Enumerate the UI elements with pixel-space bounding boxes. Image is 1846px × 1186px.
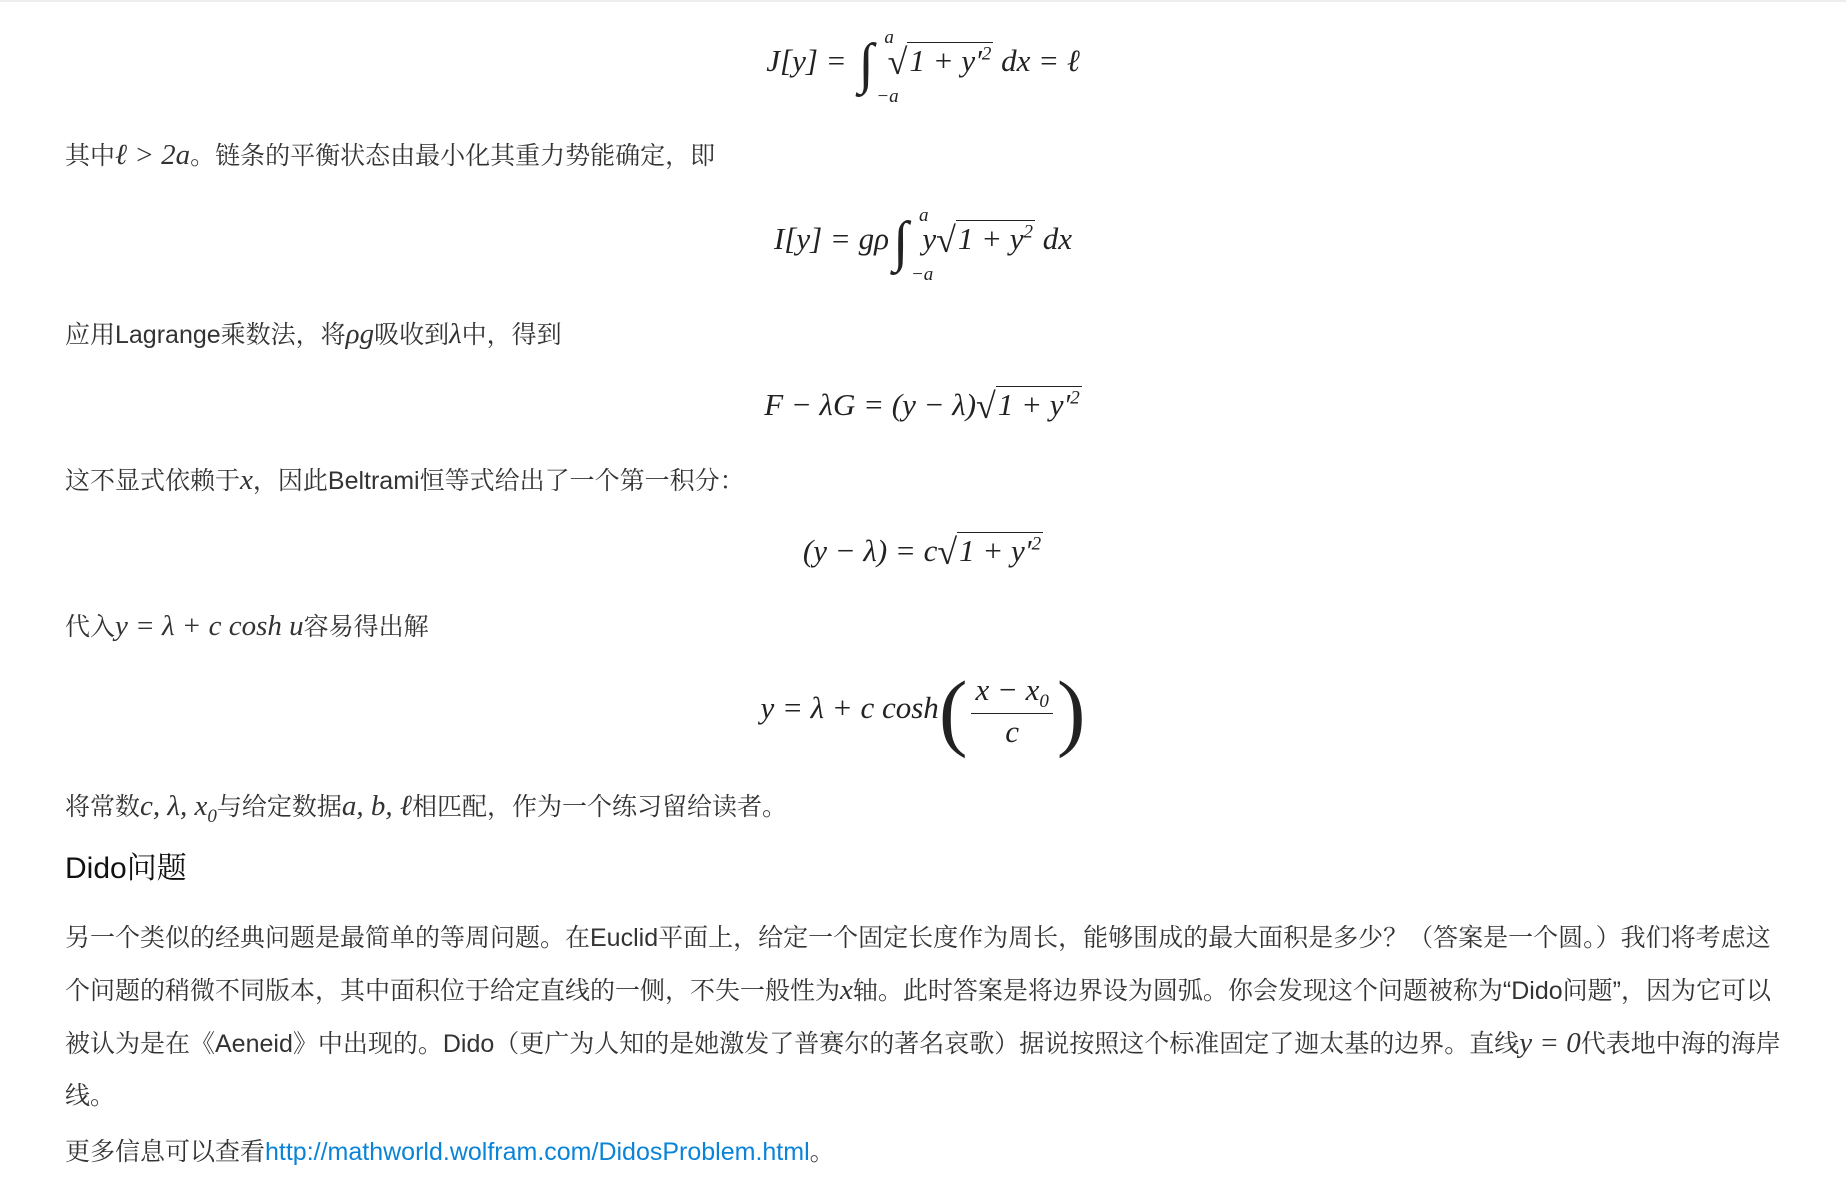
subscript: 0 — [207, 805, 217, 827]
paragraph-3 — [65, 454, 745, 507]
section-heading: Dido问题 — [65, 852, 187, 885]
numerator: x − x — [975, 671, 1040, 707]
paragraph-5 — [65, 780, 787, 843]
formula-lhs: F − λG = (y − λ) — [764, 387, 977, 422]
sqrt: $√1 + y'^2$ — [976, 386, 1080, 426]
upper-limit: a — [884, 27, 894, 48]
text: 将常数 — [65, 793, 141, 821]
top-divider — [0, 0, 1846, 2]
formula-lagrangian — [0, 385, 1846, 427]
text: 轴。此时答案是将边界设为圆弧。你会发现这个问题被称为“Dido问题”，因为它可以被认为是在《Aeneid》中出现的。Dido（更广为人知的是她激发了普赛尔的著名哀歌）据说按照这个标准固定了迦太基的边界。直线 — [65, 977, 1771, 1058]
fraction — [971, 672, 1052, 750]
inline-math: y = λ + c cosh u — [115, 610, 304, 642]
dido-paragraph — [65, 912, 1785, 1122]
text: 另一个类似的经典问题是最简单的等周问题。在Euclid平面上，给定一个固定长度作为周长，能够围成的最大面积是多少？（答案是一个圆。）我们将考虑这个问题的稍微不同版本，其中面积位于给定直线的一侧，不失一般性为 — [65, 924, 1771, 1005]
radicand: 1 + y′ — [997, 387, 1071, 422]
exponent: 2 — [981, 43, 992, 65]
formula-tail: dx — [1035, 221, 1073, 257]
formula-lhs: y = λ + c cosh — [760, 690, 939, 726]
exponent: 2 — [1070, 387, 1080, 409]
formula-potential-energy — [0, 205, 1846, 285]
sqrt: $√1 + y^2$ — [936, 220, 1034, 261]
text: 中，得到 — [461, 321, 562, 349]
inline-math: x — [840, 974, 853, 1006]
inline-math: a, b, ℓ — [341, 790, 412, 822]
text: 代入 — [65, 613, 116, 641]
formula-tail: dx = ℓ — [993, 43, 1080, 79]
radicand: 1 + y′ — [909, 43, 982, 79]
inline-math: x — [240, 464, 253, 496]
sqrt: $√1 + y'^2$ — [887, 42, 992, 83]
text: 。链条的平衡状态由最小化其重力势能确定，即 — [190, 142, 716, 170]
lower-limit: −a — [910, 264, 934, 285]
formula-first-integral — [0, 531, 1846, 573]
text: 吸收到 — [374, 321, 450, 349]
integral-sign: ∫ a −a — [858, 27, 899, 107]
formula-catenary-solution — [0, 663, 1846, 759]
text: 。 — [809, 1138, 835, 1166]
left-paren: ( — [938, 663, 968, 759]
denominator: c — [1005, 714, 1020, 750]
integral-sign: ∫ a −a — [892, 205, 934, 285]
text: ，因此Beltrami恒等式给出了一个第一积分： — [252, 467, 745, 495]
inline-math: λ — [449, 318, 462, 350]
formula-lhs: (y − λ) = c — [802, 533, 938, 568]
paragraph-1 — [65, 129, 715, 182]
text: 与给定数据 — [216, 793, 342, 821]
text: 其中 — [65, 142, 116, 170]
text: 容易得出解 — [303, 613, 429, 641]
exponent: 2 — [1031, 533, 1042, 555]
radicand: 1 + y′ — [959, 533, 1032, 568]
upper-limit: a — [918, 205, 929, 226]
formula-arc-length — [0, 27, 1846, 107]
formula-lhs: J[y] = — [766, 43, 855, 79]
paragraph-2 — [65, 308, 562, 361]
text: 应用Lagrange乘数法，将 — [65, 321, 346, 349]
text: 这不显式依赖于 — [65, 467, 241, 495]
more-info-paragraph — [65, 1126, 835, 1178]
inline-math: y = 0 — [1519, 1027, 1581, 1059]
mathworld-link[interactable]: http://mathworld.wolfram.com/DidosProblem.html — [265, 1138, 810, 1166]
radicand: 1 + y — [957, 221, 1024, 257]
text: 相匹配，作为一个练习留给读者。 — [411, 793, 787, 821]
inline-math: ℓ > 2a — [115, 139, 191, 171]
exponent: 2 — [1023, 221, 1034, 243]
formula-factor: y — [922, 221, 937, 257]
inline-math: c, λ, x — [140, 790, 208, 822]
text: 代表地中海的海岸线。 — [65, 1030, 1781, 1110]
subscript: 0 — [1039, 691, 1049, 713]
text: 更多信息可以查看 — [65, 1138, 266, 1166]
lower-limit: −a — [876, 86, 899, 107]
formula-lhs: I[y] = gρ — [773, 221, 889, 257]
paragraph-4 — [65, 600, 429, 653]
right-paren: ) — [1056, 663, 1086, 759]
inline-math: ρg — [345, 318, 375, 350]
sqrt: $√1 + y'^2$ — [937, 532, 1042, 572]
